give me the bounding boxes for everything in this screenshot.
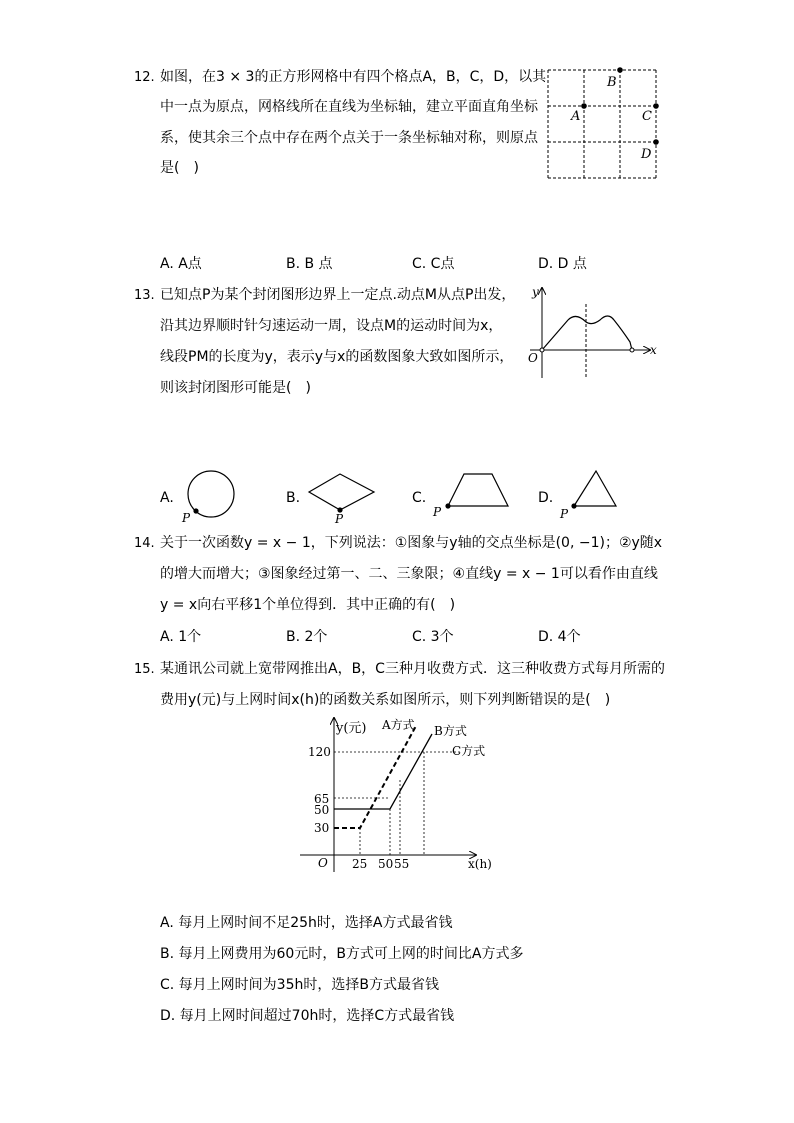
point-a xyxy=(581,103,587,109)
option-a[interactable]: A. xyxy=(160,490,174,506)
question-text-line: 如图，在3 × 3的正方形网格中有四个格点A，B，C，D，以其 xyxy=(160,69,547,85)
origin-label: O xyxy=(528,351,538,365)
point-b xyxy=(617,67,623,73)
option-a[interactable]: A. 每月上网时间不足25h时，选择A方式最省钱 xyxy=(160,915,453,931)
y-tick-120: 120 xyxy=(308,745,331,759)
circle-shape-figure xyxy=(176,468,246,528)
question-text-line: 已知点P为某个封闭图形边界上一定点.动点M从点P出发， xyxy=(160,287,516,303)
option-a[interactable]: A. 1个 xyxy=(160,629,202,645)
question-text-line: 则该封闭图形可能是( ) xyxy=(160,380,311,396)
option-a[interactable]: A. A点 xyxy=(160,256,202,272)
x-tick-25: 25 xyxy=(352,857,368,871)
x-tick-50: 50 xyxy=(378,857,394,871)
y-tick-30: 30 xyxy=(314,821,330,835)
point-d xyxy=(653,139,659,145)
y-tick-65: 65 xyxy=(314,792,330,806)
triangle-shape-figure xyxy=(554,466,624,526)
trapezoid-shape-figure xyxy=(428,466,514,522)
label-b: B xyxy=(607,75,617,90)
option-c[interactable]: C. 每月上网时间为35h时，选择B方式最省钱 xyxy=(160,977,439,993)
y-tick-50: 50 xyxy=(314,803,330,817)
label-d: D xyxy=(641,147,652,162)
question-text-line: 的增大而增大；③图象经过第一、二、三象限；④直线y = x − 1可以看作由直线 xyxy=(160,566,658,582)
question-text-line: 费用y(元)与上网时间x(h)的函数关系如图所示，则下列判断错误的是( ) xyxy=(160,692,611,708)
pricing-line-chart xyxy=(296,712,496,874)
guide-lines xyxy=(334,752,462,855)
series-c-label: C方式 xyxy=(452,744,486,758)
option-d[interactable]: D. D 点 xyxy=(538,256,587,272)
distance-time-graph xyxy=(520,282,670,382)
point-p-label: P xyxy=(433,505,442,519)
x-axis-label: x xyxy=(650,343,657,357)
question-text-line: 某通讯公司就上宽带网推出A，B，C三种月收费方式．这三种收费方式每月所需的 xyxy=(160,661,665,677)
option-d[interactable]: D. 4个 xyxy=(538,629,581,645)
question-number: 15. xyxy=(134,662,155,677)
question-text-line: y = x向右平移1个单位得到．其中正确的有( ) xyxy=(160,597,456,613)
option-b[interactable]: B. B 点 xyxy=(286,256,333,272)
series-a-label: A方式 xyxy=(382,718,415,732)
series-b-label: B方式 xyxy=(434,724,467,738)
question-text-line: 是( ) xyxy=(160,160,199,176)
option-c[interactable]: C. xyxy=(412,490,427,506)
origin-label: O xyxy=(318,856,328,870)
y-axis-label: y(元) xyxy=(336,721,367,736)
question-text-line: 线段PM的长度为y，表示y与x的函数图象大致如图所示， xyxy=(160,349,514,365)
question-text-line: 系，使其余三个点中存在两个点关于一条坐标轴对称，则原点 xyxy=(160,130,538,146)
question-number: 13. xyxy=(134,288,155,303)
question-number: 12. xyxy=(134,70,155,85)
question-text-line: 关于一次函数y = x − 1，下列说法：①图象与y轴的交点坐标是(0, −1)；②y随x xyxy=(160,535,663,551)
x-axis-label: x(h) xyxy=(468,857,492,871)
rhombus-shape-figure xyxy=(302,470,382,528)
x-tick-55: 55 xyxy=(394,857,410,871)
question-number: 14. xyxy=(134,536,155,551)
y-axis-label: y xyxy=(532,285,539,299)
point-c xyxy=(653,103,659,109)
point-p-label: P xyxy=(335,512,344,526)
question-text-line: 沿其边界顺时针匀速运动一周，设点M的运动时间为x， xyxy=(160,318,503,334)
question-text-line: 中一点为原点，网格线所在直线为坐标轴，建立平面直角坐标 xyxy=(160,99,538,115)
grid-figure xyxy=(544,66,664,186)
option-b[interactable]: B. 每月上网费用为60元时，B方式可上网的时间比A方式多 xyxy=(160,946,524,962)
point-p-label: P xyxy=(182,511,191,525)
option-c[interactable]: C. 3个 xyxy=(412,629,454,645)
option-b[interactable]: B. 2个 xyxy=(286,629,328,645)
label-c: C xyxy=(642,109,652,124)
option-c[interactable]: C. C点 xyxy=(412,256,455,272)
series-a-line xyxy=(334,726,416,828)
label-a: A xyxy=(571,109,581,124)
option-d[interactable]: D. xyxy=(538,490,554,506)
option-d[interactable]: D. 每月上网时间超过70h时，选择C方式最省钱 xyxy=(160,1008,455,1024)
option-b[interactable]: B. xyxy=(286,490,301,506)
function-curve xyxy=(542,316,632,350)
point-p-label: P xyxy=(560,507,569,521)
